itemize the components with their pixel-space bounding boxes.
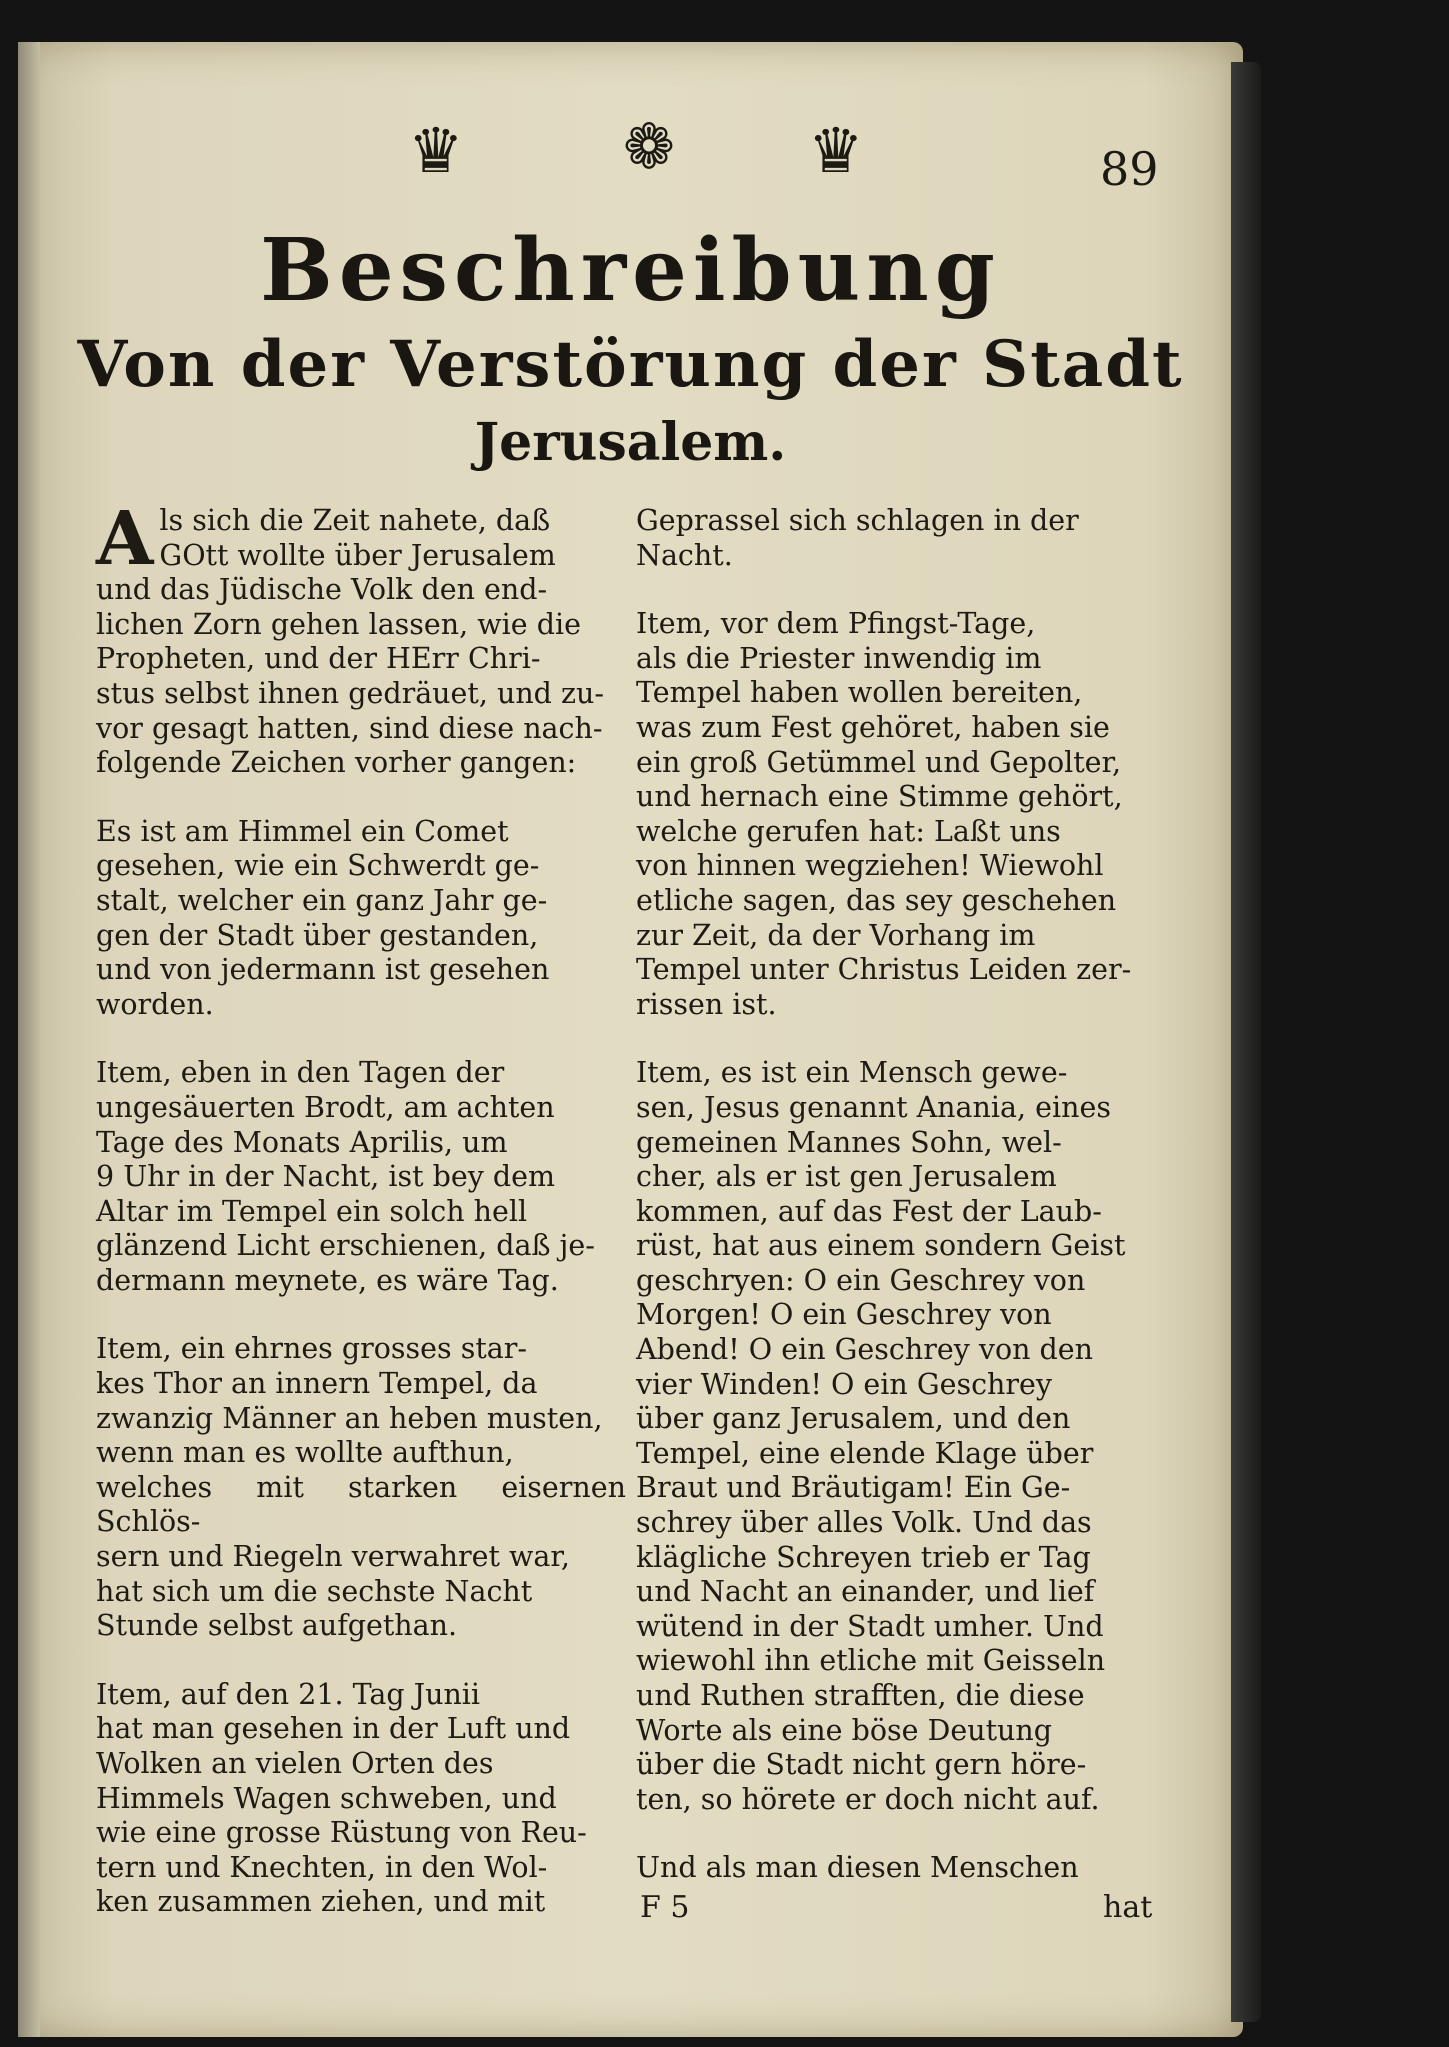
paragraph: Es ist am Himmel ein Comet gesehen, wie ein Schwerdt ge- stalt, welcher ein ganz Jahr ge- gen der Stadt über gestanden, und von jedermann ist gesehen worden. bbox=[96, 814, 550, 1021]
paragraph: Und als man diesen Menschen bbox=[636, 1851, 1079, 1885]
paragraph: Item, eben in den Tagen der ungesäuerten Brodt, am achten Tage des Monats Aprilis, um 9 Uhr in der Nacht, ist bey dem Altar im Tempel ein solch hell glänzend Licht erschienen, daß je- dermann meynete, es wäre Tag. bbox=[96, 1056, 595, 1297]
paragraph: Item, auf den 21. Tag Junii hat man gesehen in der Luft und Wolken an vielen Orten des Himmels Wagen schweben, und wie eine grosse Rüstung von Reu- tern und Knechten, in den Wol- ken zusammen ziehen, und mit bbox=[96, 1677, 587, 1919]
paragraph: Item, vor dem Pfingst-Tage, als die Priester inwendig im Tempel haben wollen bereiten, was zum Fest gehöret, haben sie ein groß Getümmel und Gepolter, und hernach eine Stimme gehört, welche gerufen hat: Laßt uns von hinnen wegziehen! Wiewohl etliche sagen, das sey geschehen zur Zeit, da der Vorhang im Tempel unter Christus Leiden zer- rissen ist. bbox=[636, 607, 1132, 1021]
title-line-3: Jerusalem. bbox=[474, 412, 787, 473]
crown-icon: ♛ bbox=[408, 114, 464, 187]
book-page bbox=[18, 42, 1243, 2037]
flower-icon: ❁ bbox=[623, 110, 675, 183]
header-ornaments bbox=[388, 110, 908, 204]
catchword: hat bbox=[1103, 1890, 1153, 1925]
title-line-2: Von der Verstörung der Stadt bbox=[77, 327, 1184, 402]
paragraph: Geprassel sich schlagen in der Nacht. bbox=[636, 504, 1079, 572]
paragraph bbox=[96, 496, 626, 781]
title-line-1: Beschreibung bbox=[260, 220, 1001, 321]
right-column bbox=[636, 504, 1166, 1886]
paragraph: Item, es ist ein Mensch gewe- sen, Jesus genannt Anania, eines gemeinen Mannes Sohn, wel- cher, als er ist gen Jerusalem kommen, auf das Fest der Laub- rüst, hat aus einem sondern Geist geschryen: O ein Geschrey von Morgen! O ein Geschrey von Abend! O ein Geschrey von den vier Winden! O ein Geschrey über ganz Jerusalem, und den Tempel, eine elende Klage über Braut und Bräutigam! Ein Ge- schrey über alles Volk. Und das klägliche Schreyen trieb er Tag und Nacht an einander, und lief wütend in der Stadt umher. Und wiewohl ihn etliche mit Geisseln und Ruthen strafften, die diese Worte als eine böse Deutung über die Stadt nicht gern höre- ten, so hörete er doch nicht auf. bbox=[636, 1056, 1126, 1816]
paragraph-text: ls sich die Zeit nahete, daß GOtt wollte über Jerusalem und das Jüdische Volk den end- lichen Zorn gehen lassen, wie die Propheten, und der HErr Chri- stus selbst ihnen gedräuet, und zu- vor gesagt hatten, sind diese nach- folgende Zeichen vorher gangen: bbox=[96, 504, 604, 780]
drop-cap: A bbox=[96, 496, 154, 582]
left-column bbox=[96, 496, 626, 1920]
signature-mark: F 5 bbox=[640, 1890, 690, 1925]
crown-icon: ♛ bbox=[808, 114, 864, 187]
paragraph: Item, ein ehrnes grosses star- kes Thor an innern Tempel, da zwanzig Männer an heben musten, wenn man es wollte aufthun, welches mit starken eisernen Schlös- sern und Riegeln verwahret war, hat sich um die sechste Nacht Stunde selbst aufgethan. bbox=[96, 1332, 626, 1643]
page-number: 89 bbox=[1100, 142, 1159, 196]
